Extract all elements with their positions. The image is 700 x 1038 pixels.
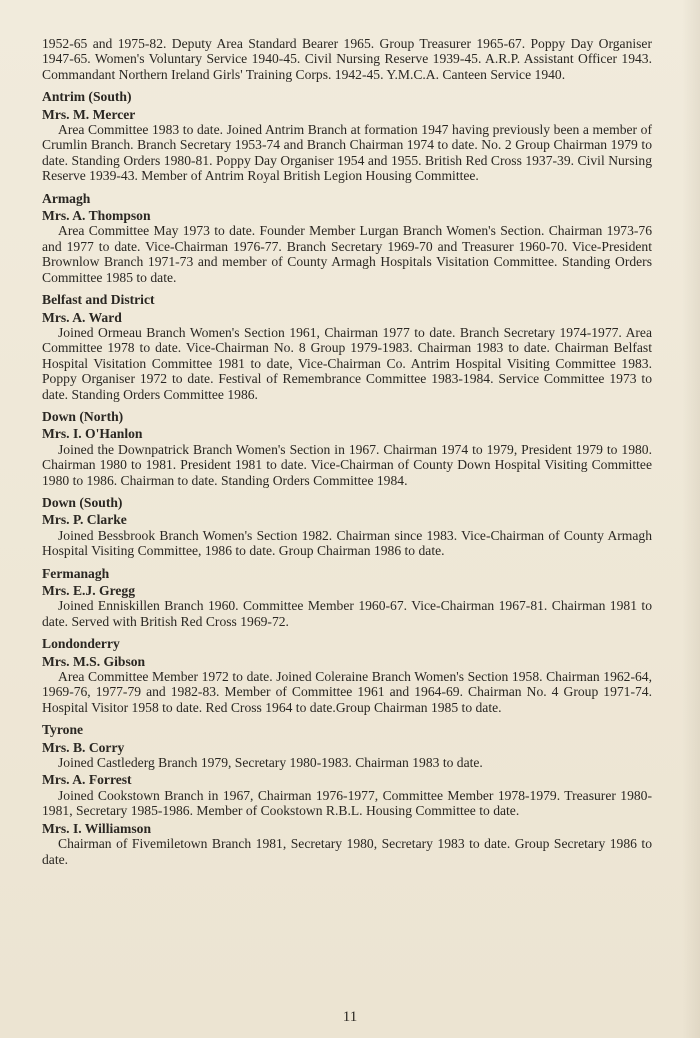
person-name: Mrs. I. O'Hanlon xyxy=(42,426,143,442)
person-bio: Area Committee Member 1972 to date. Joined Coleraine Branch Women's Section 1958. Chairman 1962-64, 1969-76, 1977-79 and 1982-83. Member of Committee 1961 and 1964-69. Chairman No. 4 Group 1971-74. Hospital Visitor 1958 to date. Red Cross 1964 to date.Group Chairman 1985 to date. xyxy=(42,669,652,715)
person-name: Mrs. B. Corry xyxy=(42,739,125,755)
person-name: Mrs. P. Clarke xyxy=(42,512,127,528)
region-heading-down-south: Down (South) xyxy=(42,494,123,510)
person-bio: Area Committee May 1973 to date. Founder Member Lurgan Branch Women's Section. Chairman 1973-76 and 1977 to date. Vice-Chairman 1976-77. Branch Secretary 1969-70 and Treasurer 1960-70. Vice-President Brownlow Branch 1971-73 and member of County Armagh Hospitals Visitation Committee. Standing Orders Committee 1985 to date. xyxy=(42,223,652,285)
region-heading-antrim-south: Antrim (South) xyxy=(42,89,132,105)
person-name: Mrs. M.S. Gibson xyxy=(42,653,146,669)
person-bio: Joined Enniskillen Branch 1960. Committee Member 1960-67. Vice-Chairman 1967-81. Chairman 1981 to date. Served with British Red Cross 1969-72. xyxy=(42,598,652,629)
person-bio: Joined the Downpatrick Branch Women's Section in 1967. Chairman 1974 to 1979, President 1979 to 1980. Chairman 1980 to 1981. President 1981 to date. Vice-Chairman of County Down Hospital Visiting Committee 1980 to 1986. Chairman to date. Standing Orders Committee 1984. xyxy=(42,441,652,488)
region-heading-armagh: Armagh xyxy=(42,190,91,206)
person-bio: Joined Cookstown Branch in 1967, Chairman 1976-1977, Committee Member 1978-1979. Treasurer 1980-1981, Secretary 1985-1986. Member of Cookstown R.B.L. Housing Committee to date. xyxy=(42,787,652,819)
person-bio: Area Committee 1983 to date. Joined Antrim Branch at formation 1947 having previously been a member of Crumlin Branch. Branch Secretary 1953-74 and Branch Chairman 1974 to date. No. 2 Group Chairman 1979 to date. Standing Orders 1980-81. Poppy Day Organiser 1954 and 1955. British Red Cross 1937-39. Civil Nursing Reserve 1939-43. Member of Antrim Royal British Legion Housing Committee. xyxy=(42,122,652,184)
person-name: Mrs. A. Thompson xyxy=(42,208,151,224)
person-name: Mrs. A. Forrest xyxy=(42,772,132,788)
page-edge-shadow xyxy=(682,0,700,1038)
person-bio: Chairman of Fivemiletown Branch 1981, Secretary 1980, Secretary 1983 to date. Group Secretary 1986 to date. xyxy=(42,836,652,867)
person-name: Mrs. I. Williamson xyxy=(42,820,152,836)
region-heading-belfast: Belfast and District xyxy=(42,292,155,308)
page-content xyxy=(42,36,652,869)
person-name: Mrs. A. Ward xyxy=(42,309,122,325)
person-bio: Joined Bessbrook Branch Women's Section 1982. Chairman since 1983. Vice-Chairman of County Armagh Hospital Visiting Committee, 1986 to date. Group Chairman 1986 to date. xyxy=(42,527,652,559)
intro-paragraph: 1952-65 and 1975-82. Deputy Area Standard Bearer 1965. Group Treasurer 1965-67. Poppy Day Organiser 1947-65. Women's Voluntary Service 1940-45. Civil Nursing Reserve 1939-45. A.R.P. Assistant Officer 1943. Commandant Northern Ireland Girls' Training Corps. 1942-45. Y.M.C.A. Canteen Service 1940. xyxy=(42,36,652,82)
region-heading-tyrone: Tyrone xyxy=(42,722,84,738)
region-heading-fermanagh: Fermanagh xyxy=(42,565,110,581)
region-heading-down-north: Down (North) xyxy=(42,408,124,424)
region-heading-londonderry: Londonderry xyxy=(42,636,120,652)
person-bio: Joined Ormeau Branch Women's Section 1961, Chairman 1977 to date. Branch Secretary 1974-1977. Area Committee 1978 to date. Vice-Chairman No. 8 Group 1979-1983. Chairman 1983 to date. Chairman Belfast Hospital Visitation Committee 1981 to date, Vice-Chairman Co. Antrim Hospital Visiting Committee 1983. Poppy Organiser 1972 to date. Festival of Remembrance Committee 1983-1984. Service Committee 1973 to date. Standing Orders Committee 1986. xyxy=(42,324,652,402)
person-bio: Joined Castlederg Branch 1979, Secretary 1980-1983. Chairman 1983 to date. xyxy=(58,755,483,771)
person-name: Mrs. E.J. Gregg xyxy=(42,583,135,598)
page-number: 11 xyxy=(342,1009,358,1025)
person-name: Mrs. M. Mercer xyxy=(42,106,136,122)
